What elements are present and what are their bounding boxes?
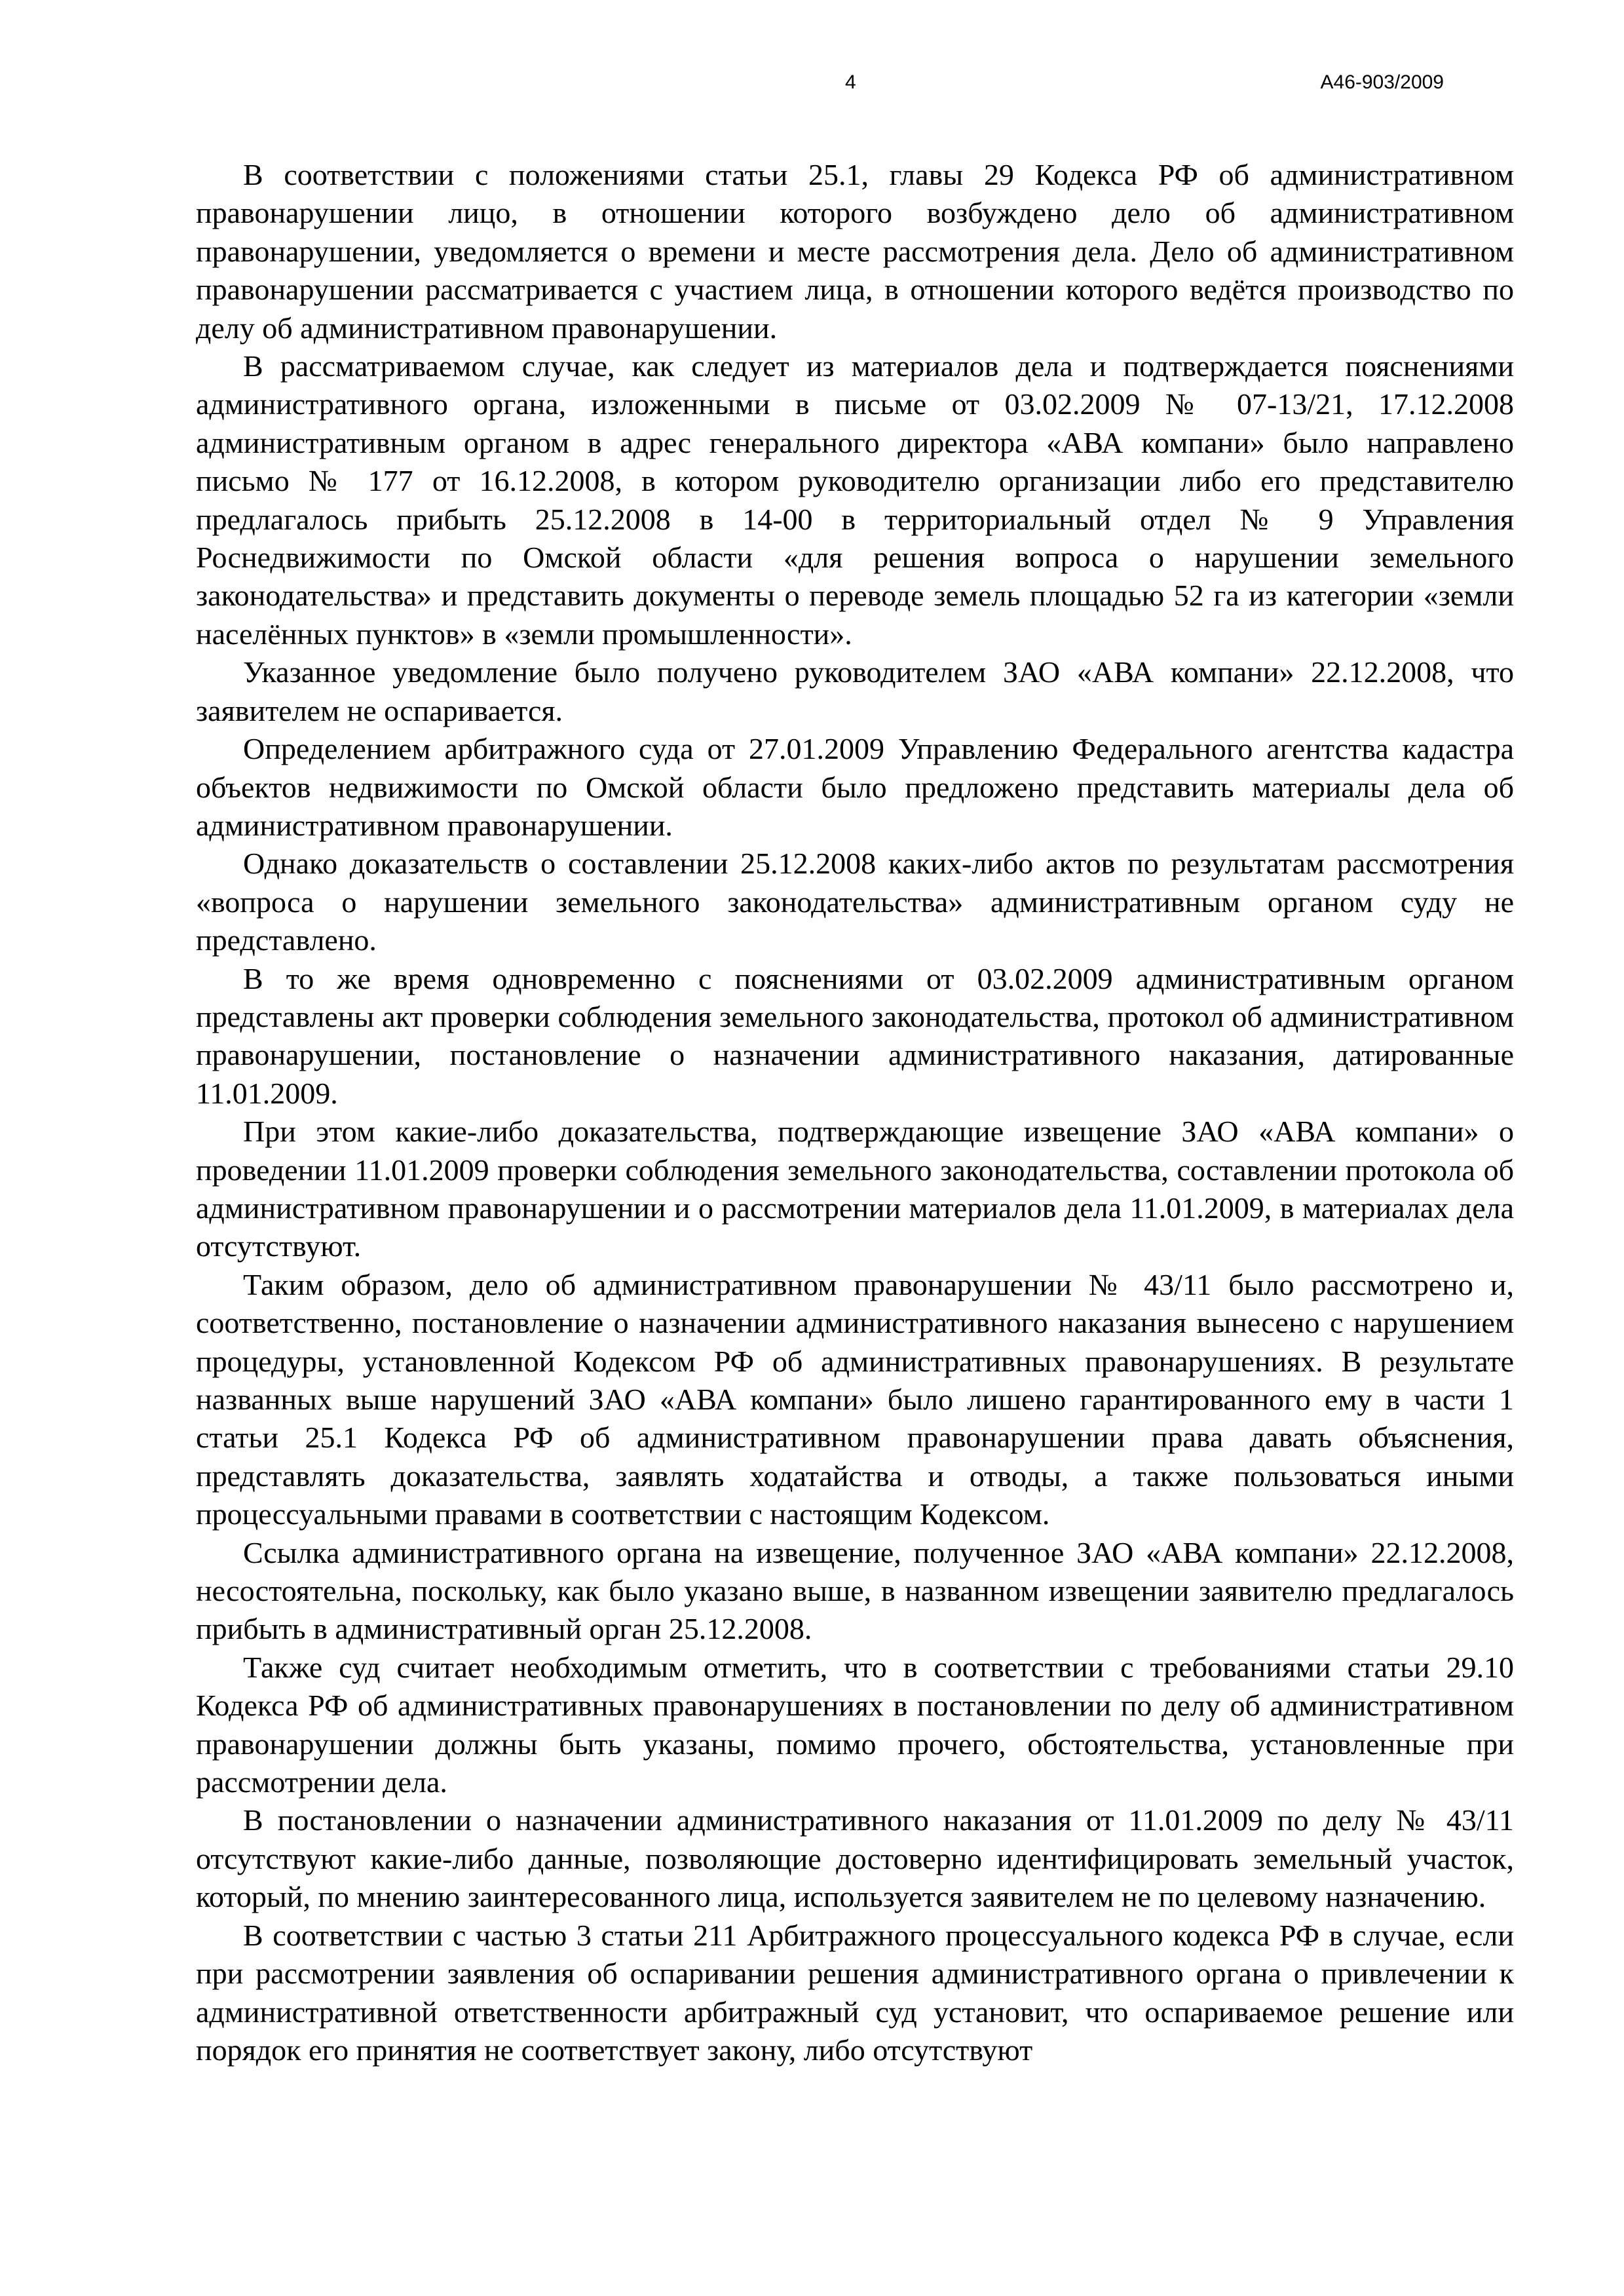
paragraph: В рассматриваемом случае, как следует из материалов дела и подтверждается пояснениями административного органа, изложенными в письме от 03.02.2009 № 07-13/21, 17.12.2008 административным органом в адрес генерального директора «АВА компани» было направлено письмо № 177 от 16.12.2008, в котором руководителю организации либо его представителю предлагалось прибыть 25.12.2008 в 14-00 в территориальный отдел № 9 Управления Роснедвижимости по Омской области «для решения вопроса о нарушении земельного законодательства» и представить документы о переводе земель площадью 52 га из категории «земли населённых пунктов» в «земли промышленности». xyxy=(196,349,1514,651)
paragraph: В соответствии с положениями статьи 25.1, главы 29 Кодекса РФ об административном правонарушении лицо, в отношении которого возбуждено дело об административном правонарушении, уведомляется о времени и месте рассмотрения дела. Дело об административном правонарушении рассматривается с участием лица, в отношении которого ведётся производство по делу об административном правонарушении. xyxy=(196,158,1514,345)
paragraph: В то же время одновременно с пояснениями от 03.02.2009 административным органом представлены акт проверки соблюдения земельного законодательства, протокол об административном правонарушении, постановление о назначении административного наказания, датированные 11.01.2009. xyxy=(196,961,1514,1110)
case-number: А46-903/2009 xyxy=(1320,71,1444,93)
paragraph: Ссылка административного органа на извещение, полученное ЗАО «АВА компани» 22.12.2008, несостоятельна, поскольку, как было указано выше, в названном извещении заявителю предлагалось прибыть в административный орган 25.12.2008. xyxy=(196,1535,1514,1646)
paragraph: Определением арбитражного суда от 27.01.2009 Управлению Федерального агентства кадастра объектов недвижимости по Омской области было предложено представить материалы дела об административном правонарушении. xyxy=(196,732,1514,842)
paragraph: Также суд считает необходимым отметить, что в соответствии с требованиями статьи 29.10 Кодекса РФ об административных правонарушениях в постановлении по делу об административном правонарушении должны быть указаны, помимо прочего, обстоятельства, установленные при рассмотрении дела. xyxy=(196,1650,1514,1799)
paragraph: В соответствии с частью 3 статьи 211 Арбитражного процессуального кодекса РФ в случае, если при рассмотрении заявления об оспаривании решения административного органа о привлечении к административной ответственности арбитражный суд установит, что оспариваемое решение или порядок его принятия не соответствует закону, либо отсутствуют xyxy=(196,1918,1514,2067)
paragraph: В постановлении о назначении административного наказания от 11.01.2009 по делу № 43/11 отсутствуют какие-либо данные, позволяющие достоверно идентифицировать земельный участок, который, по мнению заинтересованного лица, используется заявителем не по целевому назначению. xyxy=(196,1803,1514,1914)
paragraph: Указанное уведомление было получено руководителем ЗАО «АВА компани» 22.12.2008, что заявителем не оспаривается. xyxy=(196,655,1514,727)
paragraph: Таким образом, дело об административном правонарушении № 43/11 было рассмотрено и, соответственно, постановление о назначении административного наказания вынесено с нарушением процедуры, установленной Кодексом РФ об административных правонарушениях. В результате названных выше нарушений ЗАО «АВА компани» было лишено гарантированного ему в части 1 статьи 25.1 Кодекса РФ об административном правонарушении права давать объяснения, представлять доказательства, заявлять ходатайства и отводы, а также пользоваться иными процессуальными правами в соответствии с настоящим Кодексом. xyxy=(196,1267,1514,1531)
document-body xyxy=(196,156,1514,2069)
paragraph: Однако доказательств о составлении 25.12.2008 каких-либо актов по результатам рассмотрения «вопроса о нарушении земельного законодательства» административным органом суду не представлено. xyxy=(196,847,1514,957)
paragraph: При этом какие-либо доказательства, подтверждающие извещение ЗАО «АВА компани» о проведении 11.01.2009 проверки соблюдения земельного законодательства, составлении протокола об административном правонарушении и о рассмотрении материалов дела 11.01.2009, в материалах дела отсутствуют. xyxy=(196,1115,1514,1263)
page-number: 4 xyxy=(845,71,856,93)
